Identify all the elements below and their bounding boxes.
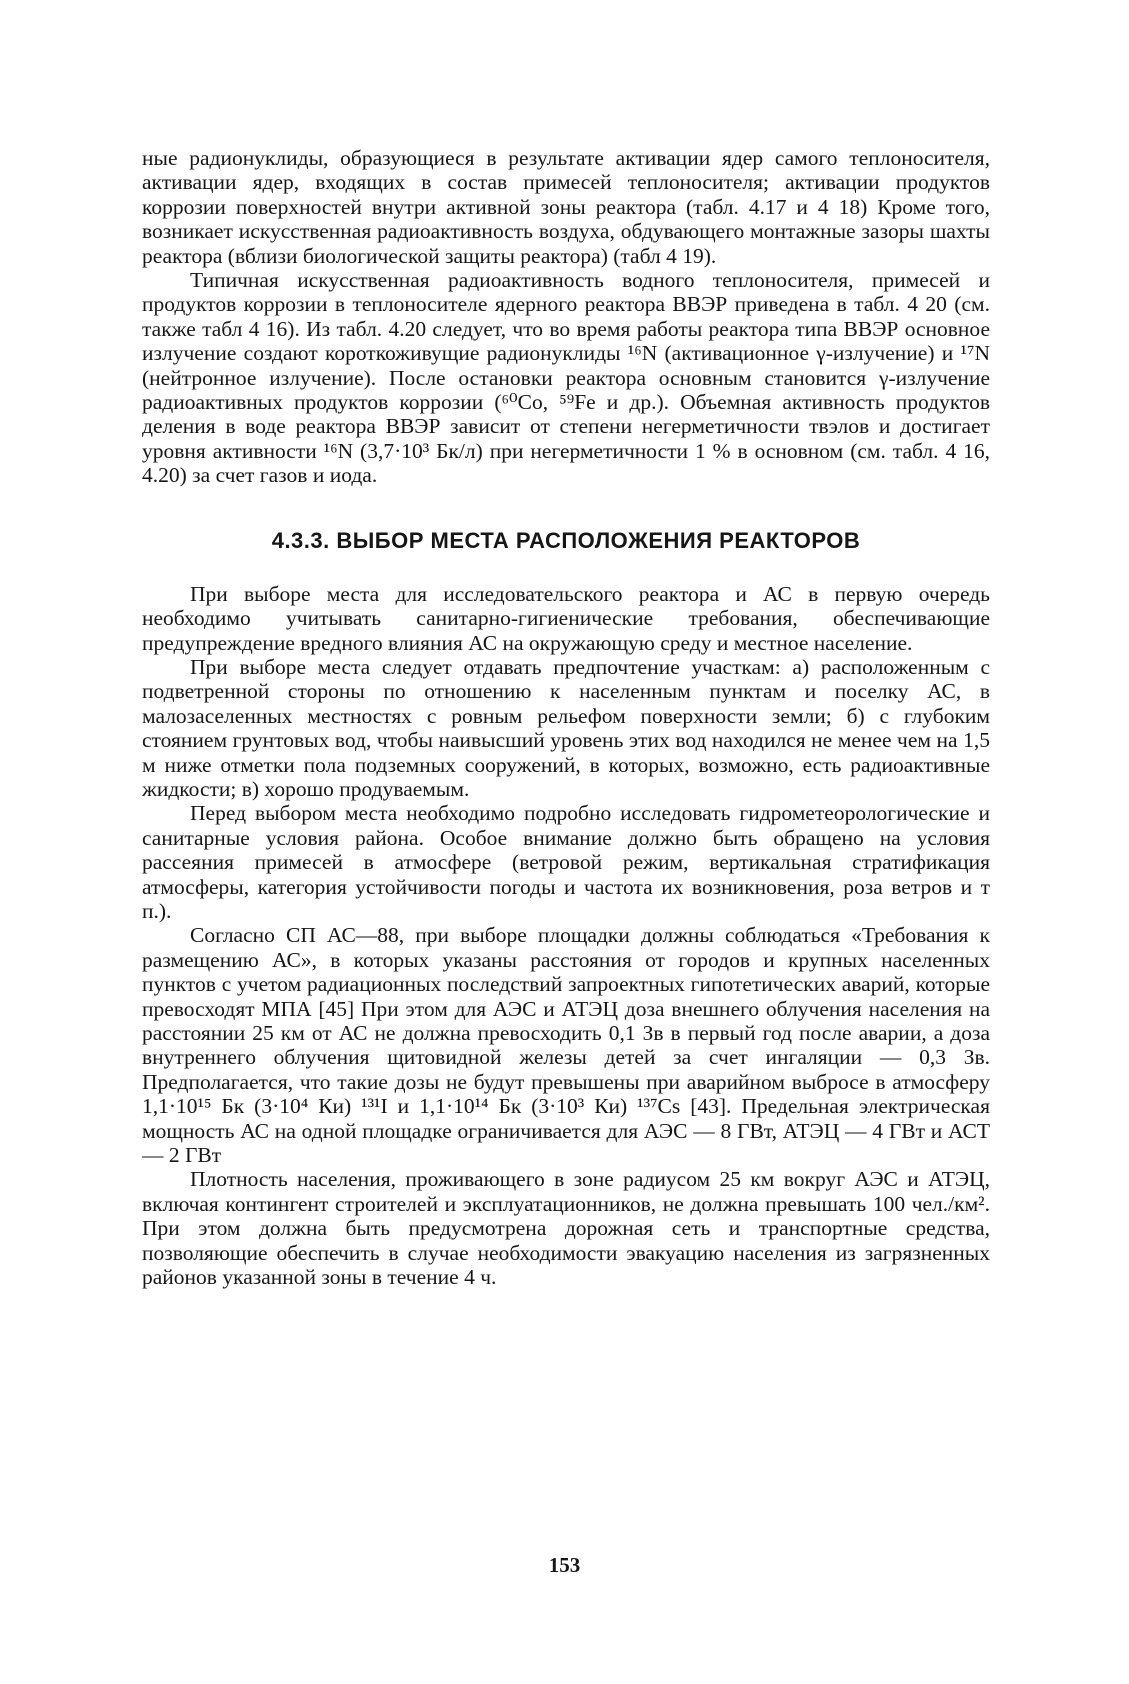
paragraph-continuation: ные радионуклиды, образующиеся в результате активации ядер самого теплоносителя, активации ядер, входящих в состав примесей теплоносителя; активации продуктов коррозии поверхностей внутри активной зоны реактора (табл. 4.17 и 4 18) Кроме того, возникает искусственная радиоактивность воздуха, обдувающего монтажные зазоры шахты реактора (вблизи биологической защиты реактора) (табл 4 19). xyxy=(142,146,990,268)
paragraph-radioactivity: Типичная искусственная радиоактивность водного теплоносителя, примесей и продуктов коррозии в теплоносителе ядерного реактора ВВЭР приведена в табл. 4 20 (см. также табл 4 16). Из табл. 4.20 следует, что во время работы реактора типа ВВЭР основное излучение создают короткоживущие радионуклиды ¹⁶N (активационное γ-излучение) и ¹⁷N (нейтронное излучение). После остановки реактора основным становится γ-излучение радиоактивных продуктов коррозии (⁶⁰Co, ⁵⁹Fe и др.). Объемная активность продуктов деления в воде реактора ВВЭР зависит от степени негерметичности твэлов и достигает уровня активности ¹⁶N (3,7·10³ Бк/л) при негерметичности 1 % в основном (см. табл. 4 16, 4.20) за счет газов и иода. xyxy=(142,268,990,488)
paragraph-regulations: Согласно СП АС—88, при выборе площадки должны соблюдаться «Требования к размещению АС», в которых указаны расстояния от городов и крупных населенных пунктов с учетом радиационных последствий запроектных гипотетических аварий, которые превосходят МПА [45] При этом для АЭС и АТЭЦ доза внешнего облучения населения на расстоянии 25 км от АС не должна превосходить 0,1 Зв в первый год после аварии, а доза внутреннего облучения щитовидной железы детей за счет ингаляции — 0,3 Зв. Предполагается, что такие дозы не будут превышены при аварийном выбросе в атмосферу 1,1·10¹⁵ Бк (3·10⁴ Ки) ¹³¹I и 1,1·10¹⁴ Бк (3·10³ Ки) ¹³⁷Cs [43]. Предельная электрическая мощность АС на одной площадке ограничивается для АЭС — 8 ГВт, АТЭЦ — 4 ГВт и АСТ — 2 ГВт xyxy=(142,923,990,1168)
page-number: 153 xyxy=(548,1553,581,1577)
paragraph-site-preference: При выборе места следует отдавать предпочтение участкам: а) расположенным с подветренной стороны по отношению к населенным пунктам и поселку АС, в малозаселенных местностях с ровным рельефом поверхности земли; б) с глубоким стоянием грунтовых вод, чтобы наивысший уровень этих вод находился не менее чем на 1,5 м ниже отметки пола подземных сооружений, в которых, возможно, есть радиоактивные жидкости; в) хорошо продуваемым. xyxy=(142,654,990,801)
paragraph-population-density: Плотность населения, проживающего в зоне радиусом 25 км вокруг АЭС и АТЭЦ, включая контингент строителей и эксплуатационников, не должна превышать 100 чел./км². При этом должна быть предусмотрена дорожная сеть и транспортные средства, позволяющие обеспечить в случае необходимости эвакуацию населения из загрязненных районов указанной зоны в течение 4 ч. xyxy=(142,1167,990,1290)
paragraph-site-selection: При выборе места для исследовательского реактора и АС в первую очередь необходимо учитывать санитарно-гигиенические требования, обеспечивающие предупреждение вредного влияния АС на окружающую среду и местное население. xyxy=(142,581,990,655)
section-heading: 4.3.3. ВЫБОР МЕСТА РАСПОЛОЖЕНИЯ РЕАКТОРОВ xyxy=(271,527,861,553)
paragraph-hydrometeorology: Перед выбором места необходимо подробно исследовать гидрометеорологические и санитарные условия района. Особое внимание должно быть обращено на условия рассеяния примесей в атмосфере (ветровой режим, вертикальная стратификация атмосферы, категория устойчивости погоды и частота их возникновения, роза ветров и т п.). xyxy=(142,801,990,923)
page-body xyxy=(142,146,990,1289)
